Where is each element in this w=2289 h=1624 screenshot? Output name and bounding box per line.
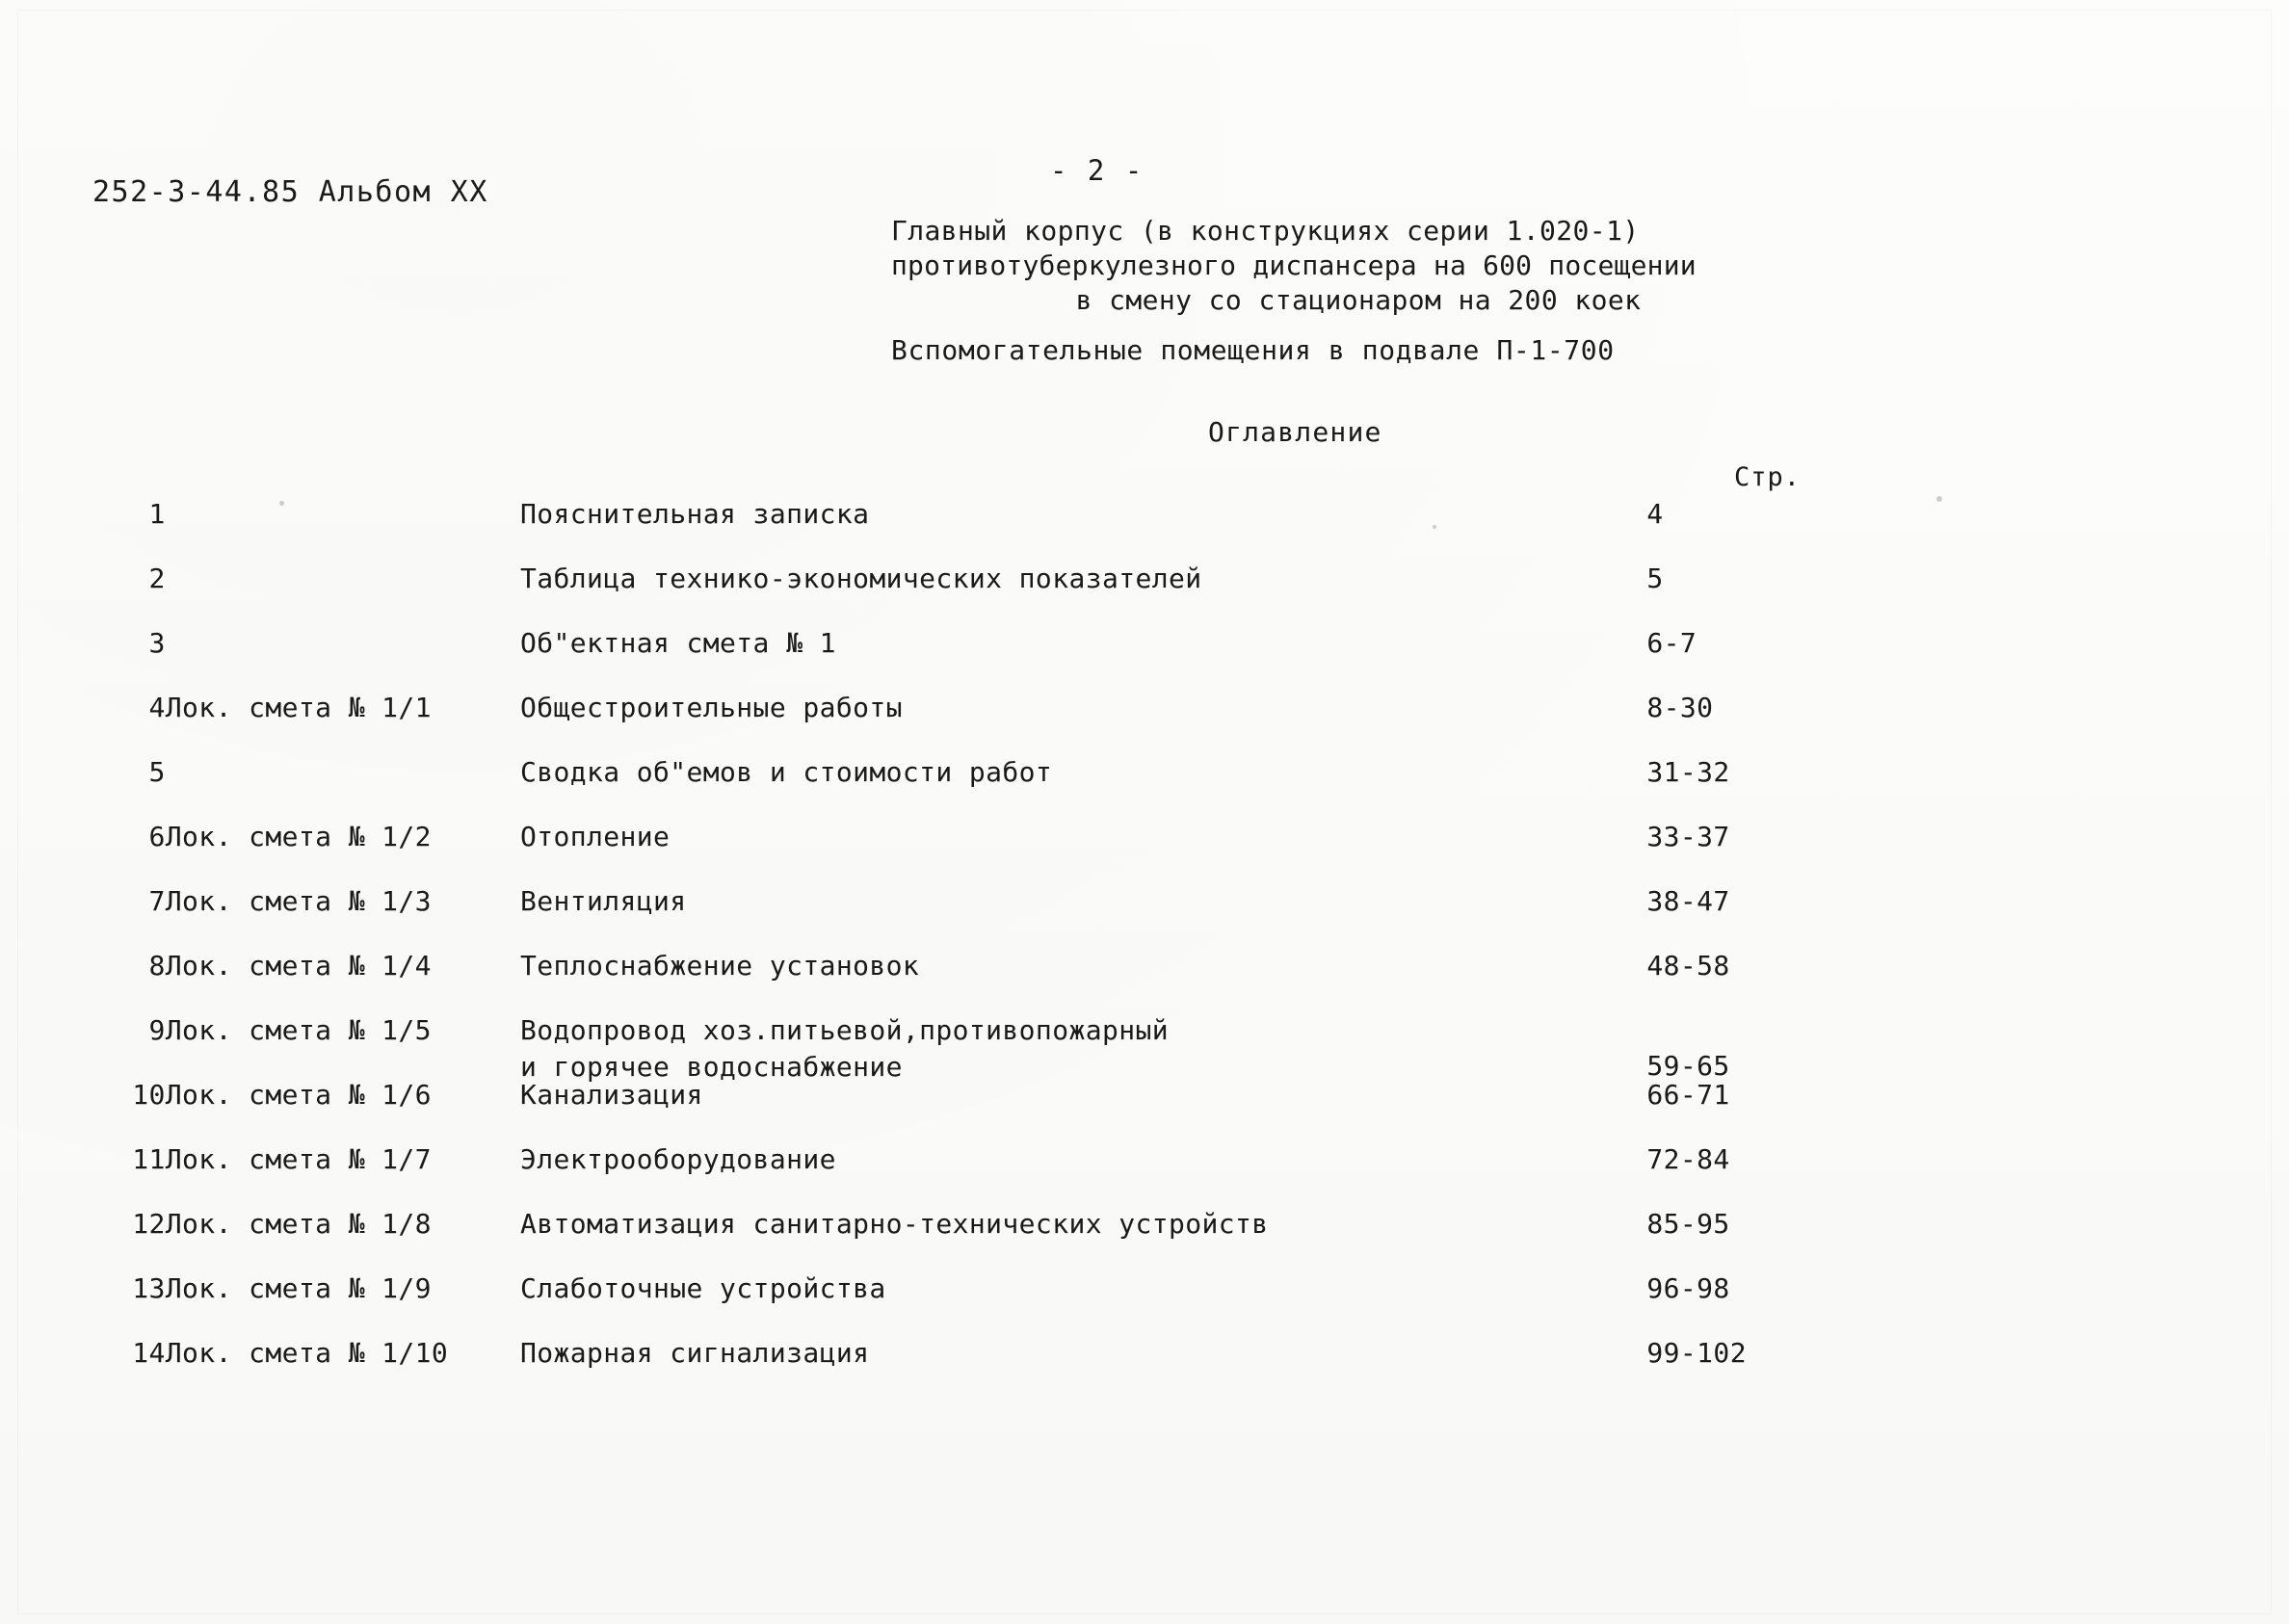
toc-row-pages: 4 bbox=[1646, 498, 1664, 530]
toc-row-estimate-code: Лок. смета № 1/7 bbox=[165, 1143, 432, 1175]
toc-row-title-line-2: и горячее водоснабжение bbox=[519, 1051, 903, 1083]
toc-row-pages: 5 bbox=[1646, 563, 1664, 594]
toc-row-title-line-1: Пояснительная записка bbox=[519, 498, 870, 530]
toc-row-title[interactable] bbox=[519, 498, 1646, 565]
title-line-3: в смену со стационаром на 200 коек bbox=[1075, 283, 1642, 316]
toc-row-pages: 66-71 bbox=[1646, 1079, 1730, 1111]
toc-row-title[interactable] bbox=[519, 627, 1646, 694]
toc-row-number: 11 bbox=[132, 1143, 166, 1175]
toc-row-title[interactable] bbox=[519, 1143, 1646, 1211]
toc-row-estimate-code: Лок. смета № 1/2 bbox=[165, 821, 432, 852]
pages-column-header: Стр. bbox=[1734, 462, 1802, 492]
toc-row-pages: 8-30 bbox=[1646, 692, 1714, 723]
toc-row[interactable] bbox=[92, 694, 1855, 759]
toc-body bbox=[92, 498, 1855, 1404]
toc-row-estimate-code: Лок. смета № 1/10 bbox=[165, 1337, 449, 1369]
toc-row-pages: 96-98 bbox=[1646, 1272, 1730, 1304]
toc-row-title-line-1: Таблица технико-экономических показателей bbox=[519, 563, 1202, 594]
toc-row-title[interactable] bbox=[519, 1208, 1646, 1275]
toc-row-number: 14 bbox=[132, 1337, 166, 1369]
toc-row-number: 5 bbox=[148, 756, 166, 788]
toc-row-estimate-code: Лок. смета № 1/8 bbox=[165, 1208, 432, 1240]
toc-row-estimate-code bbox=[166, 759, 520, 824]
toc-row-number: 9 bbox=[148, 1014, 166, 1046]
document-code: 252-3-44.85 Альбом XX bbox=[92, 175, 488, 209]
toc-row-number: 10 bbox=[132, 1079, 166, 1111]
toc-row-pages: 85-95 bbox=[1646, 1208, 1730, 1240]
scan-speck bbox=[279, 501, 284, 506]
toc-row-number: 2 bbox=[148, 563, 166, 594]
toc-row[interactable] bbox=[92, 1211, 1855, 1275]
toc-row-title-line-1: Вентиляция bbox=[519, 885, 687, 917]
toc-row-title-line-1: Канализация bbox=[519, 1079, 703, 1111]
toc-row-number: 6 bbox=[148, 821, 166, 852]
toc-row[interactable] bbox=[92, 565, 1855, 630]
toc-row-number: 3 bbox=[148, 627, 166, 659]
toc-row-estimate-code bbox=[166, 565, 520, 630]
toc-row-title-line-1: Общестроительные работы bbox=[519, 692, 903, 723]
toc-row[interactable] bbox=[92, 953, 1855, 1017]
toc-row[interactable] bbox=[92, 1340, 1855, 1404]
toc-row-title-line-1: Автоматизация санитарно-технических устройств bbox=[519, 1208, 1269, 1240]
toc-row-title[interactable] bbox=[520, 565, 1646, 630]
toc-row-estimate-code bbox=[166, 501, 520, 565]
toc-row-title[interactable] bbox=[519, 1272, 1646, 1340]
document-subtitle: Вспомогательные помещения в подвале П-1-700 bbox=[891, 334, 1615, 366]
toc-row-pages: 38-47 bbox=[1646, 885, 1730, 917]
toc-row-title-line-1: Сводка об"емов и стоимости работ bbox=[519, 756, 1053, 788]
toc-row-title[interactable] bbox=[519, 885, 1646, 953]
toc-row-pages: 6-7 bbox=[1646, 627, 1697, 659]
contents-heading: Оглавление bbox=[1208, 416, 1382, 448]
toc-row-pages: 48-58 bbox=[1646, 950, 1730, 982]
toc-row-estimate-code: Лок. смета № 1/1 bbox=[165, 692, 432, 723]
toc-row-title[interactable] bbox=[520, 694, 1646, 759]
toc-row-number: 13 bbox=[132, 1272, 166, 1304]
toc-row-title[interactable] bbox=[519, 950, 1646, 1017]
toc-row-estimate-code bbox=[166, 630, 520, 694]
toc-row[interactable] bbox=[92, 1017, 1855, 1082]
toc-row[interactable] bbox=[92, 501, 1855, 565]
toc-row[interactable] bbox=[92, 824, 1855, 888]
page-number-marker: - 2 - bbox=[1050, 154, 1144, 187]
toc-row-number: 12 bbox=[132, 1208, 166, 1240]
table-of-contents bbox=[92, 498, 1855, 1404]
toc-row-number: 4 bbox=[148, 692, 166, 723]
toc-row[interactable] bbox=[92, 1275, 1855, 1340]
toc-row-title[interactable] bbox=[519, 821, 1646, 888]
toc-row-title-line-1: Теплоснабжение установок bbox=[519, 950, 920, 982]
document-title bbox=[891, 214, 1912, 317]
toc-row-estimate-code: Лок. смета № 1/4 bbox=[165, 950, 432, 982]
toc-row-title-line-1: Отопление bbox=[519, 821, 671, 852]
toc-row-number: 1 bbox=[148, 498, 166, 530]
toc-row-title-line-1: Пожарная сигнализация bbox=[519, 1337, 870, 1369]
toc-row-title[interactable] bbox=[519, 1079, 1646, 1146]
scan-speck bbox=[1433, 525, 1436, 529]
toc-row-title[interactable] bbox=[519, 1014, 1646, 1083]
toc-row-title-line-1: Водопровод хоз.питьевой,противопожарный bbox=[519, 1014, 1169, 1046]
title-line-2: противотуберкулезного диспансера на 600 посещении bbox=[891, 249, 1697, 281]
toc-row-title-line-1: Электрооборудование bbox=[519, 1143, 836, 1175]
toc-row-title-line-1: Об"ектная смета № 1 bbox=[519, 627, 836, 659]
scan-speck bbox=[1936, 496, 1942, 502]
toc-row-estimate-code: Лок. смета № 1/5 bbox=[165, 1014, 432, 1046]
toc-row-title[interactable] bbox=[519, 1337, 1646, 1404]
toc-row-pages: 59-65 bbox=[1646, 1050, 1730, 1082]
toc-row[interactable] bbox=[92, 759, 1855, 824]
toc-row-estimate-code: Лок. смета № 1/9 bbox=[165, 1272, 432, 1304]
toc-row[interactable] bbox=[92, 888, 1855, 953]
toc-row-title[interactable] bbox=[519, 756, 1646, 824]
toc-row-title-line-1: Слаботочные устройства bbox=[519, 1272, 886, 1304]
toc-row[interactable] bbox=[92, 1146, 1855, 1211]
title-line-1: Главный корпус (в конструкциях серии 1.020-1) bbox=[891, 215, 1640, 247]
toc-row-estimate-code: Лок. смета № 1/6 bbox=[165, 1079, 432, 1111]
toc-row[interactable] bbox=[92, 1082, 1855, 1146]
toc-row-pages: 99-102 bbox=[1646, 1337, 1747, 1369]
toc-row-pages: 33-37 bbox=[1646, 821, 1730, 852]
toc-row-estimate-code: Лок. смета № 1/3 bbox=[165, 885, 432, 917]
toc-row[interactable] bbox=[92, 630, 1855, 694]
toc-row-number: 8 bbox=[148, 950, 166, 982]
toc-row-pages: 72-84 bbox=[1646, 1143, 1730, 1175]
toc-row-number: 7 bbox=[148, 885, 166, 917]
toc-row-pages: 31-32 bbox=[1646, 756, 1730, 788]
